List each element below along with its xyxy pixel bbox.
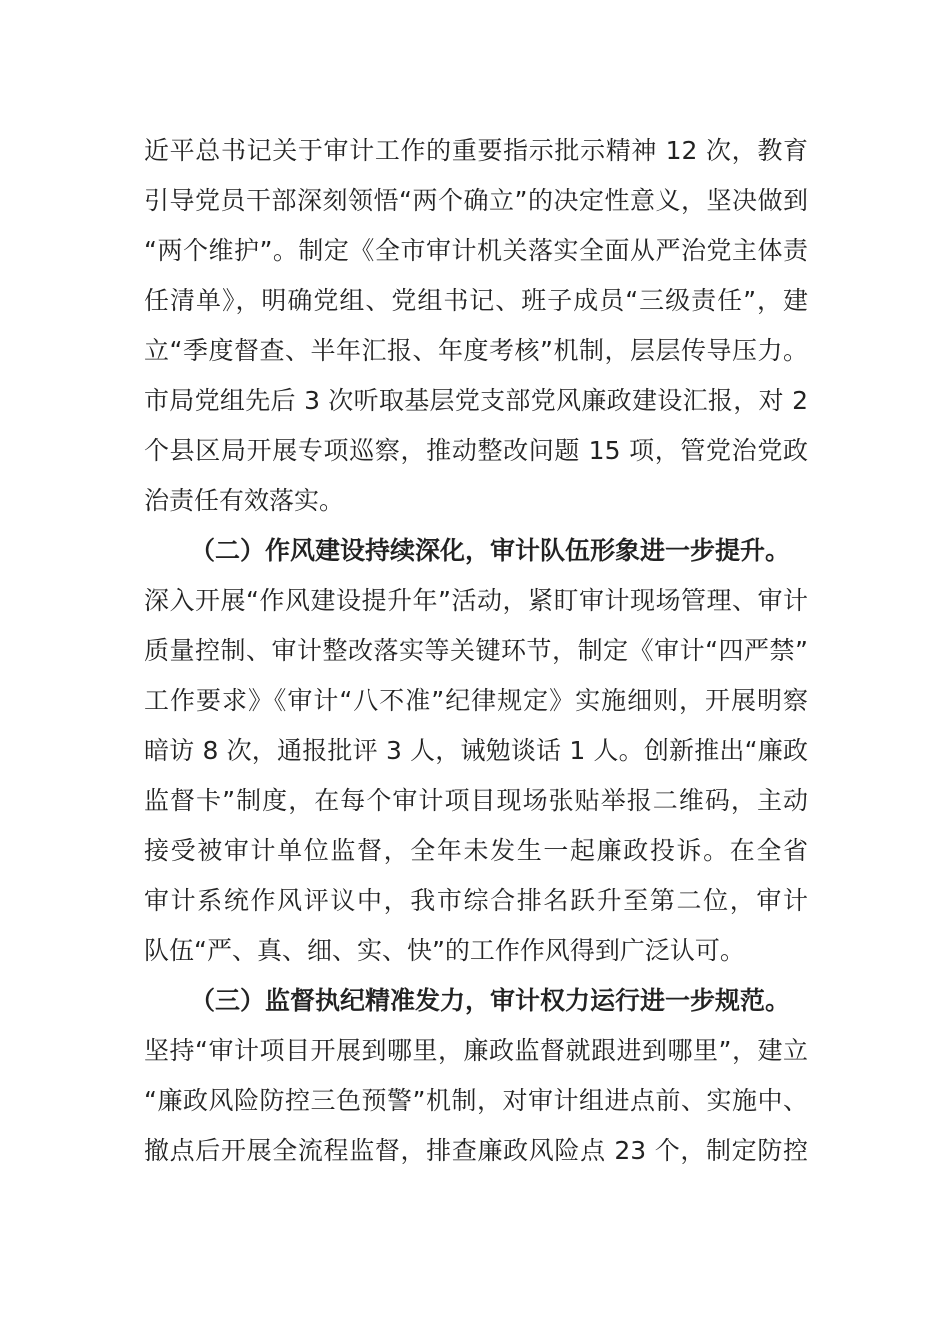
section-heading-style-building xyxy=(144,526,808,576)
text-line: 坚持“审计项目开展到哪里，廉政监督就跟进到哪里”，建立 xyxy=(144,1036,808,1065)
text-line: 个县区局开展专项巡察，推动整改问题 15 项，管党治党政 xyxy=(144,436,808,465)
text-line: 引导党员干部深刻领悟“两个确立”的决定性意义，坚决做到 xyxy=(144,186,808,215)
text-line: 任清单》，明确党组、党组书记、班子成员“三级责任”，建 xyxy=(144,286,808,315)
text-line: 质量控制、审计整改落实等关键环节，制定《审计“四严禁” xyxy=(144,636,808,665)
text-line: 接受被审计单位监督，全年未发生一起廉政投诉。在全省 xyxy=(144,836,808,865)
section-heading-supervision xyxy=(144,976,808,1026)
text-line: 工作要求》《审计“八不准”纪律规定》实施细则，开展明察 xyxy=(144,686,808,715)
text-line: 近平总书记关于审计工作的重要指示批示精神 12 次，教育 xyxy=(144,136,808,165)
paragraph-party-responsibility xyxy=(144,126,808,526)
text-line: 审计系统作风评议中，我市综合排名跃升至第二位，审计 xyxy=(144,886,808,915)
text-line: 撤点后开展全流程监督，排查廉政风险点 23 个，制定防控 xyxy=(144,1136,808,1165)
text-line: “廉政风险防控三色预警”机制，对审计组进点前、实施中、 xyxy=(144,1086,808,1115)
text-line: 暗访 8 次，通报批评 3 人，诫勉谈话 1 人。创新推出“廉政 xyxy=(144,736,808,765)
paragraph-supervision xyxy=(144,1026,808,1176)
text-line: 治责任有效落实。 xyxy=(144,486,345,515)
heading-line: （二）作风建设持续深化，审计队伍形象进一步提升。 xyxy=(190,536,791,565)
text-line: 深入开展“作风建设提升年”活动，紧盯审计现场管理、审计 xyxy=(144,586,808,615)
text-line: 监督卡”制度，在每个审计项目现场张贴举报二维码，主动 xyxy=(144,786,808,815)
text-line: 队伍“严、真、细、实、快”的工作作风得到广泛认可。 xyxy=(144,936,745,965)
text-line: 立“季度督查、半年汇报、年度考核”机制，层层传导压力。 xyxy=(144,336,808,365)
text-line: 市局党组先后 3 次听取基层党支部党风廉政建设汇报，对 2 xyxy=(144,386,808,415)
paragraph-style-building xyxy=(144,576,808,976)
document-body xyxy=(144,126,808,1176)
heading-line: （三）监督执纪精准发力，审计权力运行进一步规范。 xyxy=(190,986,791,1015)
text-line: “两个维护”。制定《全市审计机关落实全面从严治党主体责 xyxy=(144,236,808,265)
